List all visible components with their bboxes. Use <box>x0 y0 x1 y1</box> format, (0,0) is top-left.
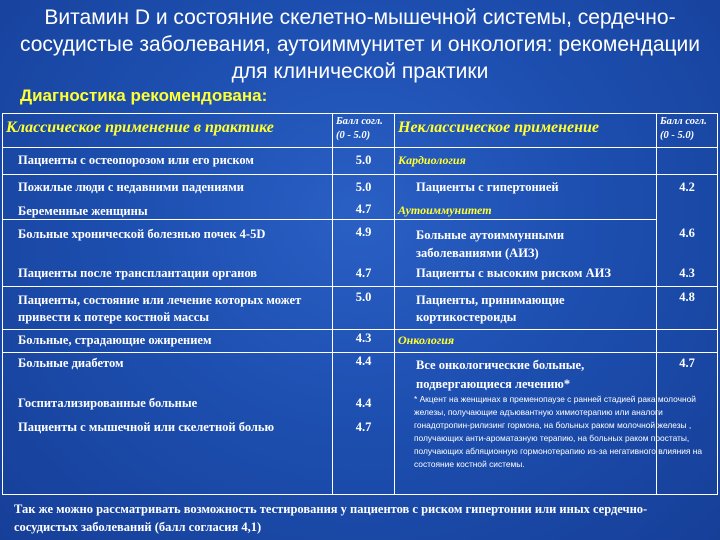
table-row-score: 4.3 <box>679 266 695 280</box>
table-row-score: 5.0 <box>355 180 372 194</box>
category-oncology: Онкология <box>398 333 455 347</box>
table-row-label: Пациенты с остеопорозом или его риском <box>18 153 254 167</box>
table-row-score: 5.0 <box>355 290 372 304</box>
table-border-right <box>717 113 718 495</box>
table-row-label: Беременные женщины <box>18 204 148 218</box>
table-row-label: Все онкологические больные, подвергающиеся лечению* <box>416 358 585 391</box>
table-row-label: Пациенты, состояние или лечение которых может привести к потере костной массы <box>18 293 302 324</box>
table-row-score: 4.9 <box>355 225 372 239</box>
table-row-label: Больные аутоиммунными заболеваниями (АИЗ) <box>416 228 565 260</box>
table-row-label: Пациенты с мышечной или скелетной болью <box>18 420 275 434</box>
table-row-label: Больные диабетом <box>18 356 124 370</box>
category-autoimmunity: Аутоиммунитет <box>398 203 492 217</box>
table-divider <box>2 286 718 287</box>
table-row-label: Пациенты с гипертонией <box>416 180 559 194</box>
recommendation-table <box>2 113 718 495</box>
table-border-left <box>2 113 3 495</box>
header-score-1: Балл согл. (0 - 5.0) <box>336 116 383 141</box>
table-row-score: 4.3 <box>355 331 372 345</box>
table-row-score: 4.7 <box>355 420 372 434</box>
table-row-score: 5.0 <box>355 153 372 167</box>
table-row-score: 4.8 <box>679 290 695 304</box>
table-row-label: Больные, страдающие ожирением <box>18 333 212 347</box>
table-row-score: 4.7 <box>355 266 372 280</box>
header-classic: Классическое применение в практике <box>6 119 274 136</box>
footer-note: Так же можно рассматривать возможность тестирования у пациентов с риском гипертонии или иных сердечно-сосудистых заболеваний (балл согласия 4,1) <box>14 502 648 534</box>
table-row-score: 4.4 <box>355 354 372 368</box>
table-row-label: Пожилые люди с недавними падениями <box>18 180 244 194</box>
table-row-label: Больные хронической болезнью почек 4-5D <box>18 227 266 241</box>
table-border-bottom <box>2 494 718 495</box>
category-cardiology: Кардиология <box>398 153 466 167</box>
footnote: * Акцент на женщинах в пременопаузе с ранней стадией рака молочной железы, получающие адъювантную химиотерапию или аналоги гонадотропин-рилизинг гормона, на больных раком молочной железы , получающих анти-ароматазную терапию, на больных раком простаты, получающих абляционную гормонотерапию из-за негативного влияния на состояние костной системы. <box>414 394 703 469</box>
table-row-label: Пациенты, принимающие кортикостероиды <box>416 293 565 324</box>
slide-title: Витамин D и состояние скелетно-мышечной системы, сердечно-сосудистые заболевания, аутоиммунитет и онкология: рекомендации для клинической практики <box>19 6 701 83</box>
table-row-score: 4.4 <box>355 396 372 410</box>
table-row-score: 4.7 <box>355 202 372 216</box>
table-row-label: Госпитализированные больные <box>18 396 198 410</box>
table-divider <box>2 352 718 353</box>
table-row-label: Пациенты после трансплантации органов <box>18 266 258 280</box>
table-divider <box>2 147 718 148</box>
table-divider <box>2 174 718 175</box>
table-row-label: Пациенты с высоким риском АИЗ <box>416 266 611 280</box>
table-divider <box>2 219 657 220</box>
table-divider <box>2 329 718 330</box>
table-row-score: 4.6 <box>679 226 695 240</box>
section-subtitle: Диагностика рекомендована: <box>20 86 268 105</box>
header-nonclassic: Неклассическое применение <box>398 119 600 136</box>
table-divider <box>394 113 395 495</box>
table-row-score: 4.7 <box>679 356 695 370</box>
header-score-2: Балл согл. (0 - 5.0) <box>660 116 707 141</box>
table-border-top <box>2 113 718 114</box>
table-row-score: 4.2 <box>679 180 695 194</box>
